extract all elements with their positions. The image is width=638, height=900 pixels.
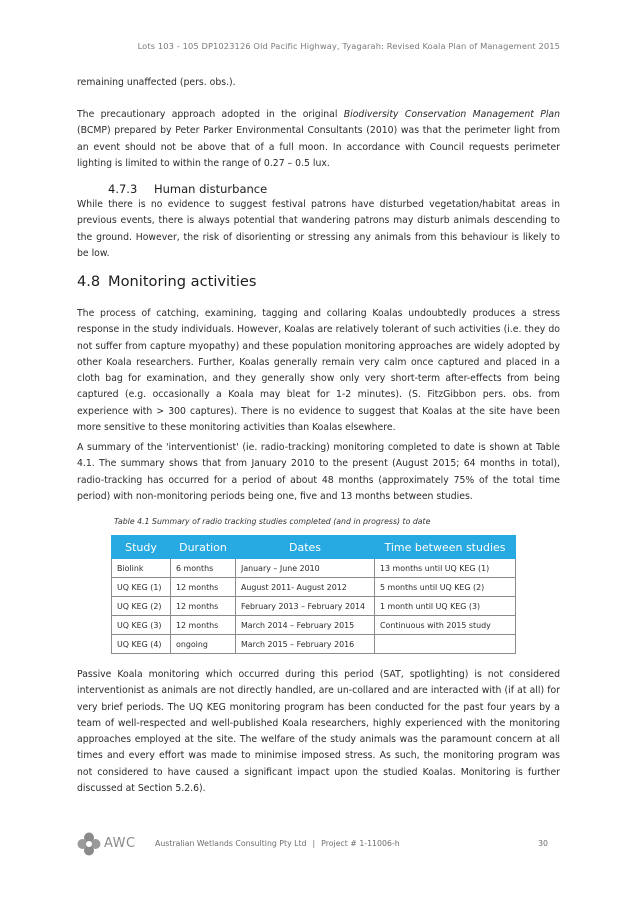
table-row — [112, 578, 516, 597]
heading-monitoring-activities — [77, 273, 256, 290]
table-cell: August 2011- August 2012 — [236, 578, 375, 597]
paragraph-passive-monitoring: Passive Koala monitoring which occurred during this period (SAT, spotlighting) is not considered interventionist as animals are not directly handled, are un-collared and are interacted with (if at all) for very brief periods. The UQ KEG monitoring program has been conducted for the past four years by a team of well-respected and well-published Koala researchers, highly experienced with the monitoring approaches employed at the site. The welfare of the study animals was the paramount concern at all times and every effort was made to minimise imposed stress. As such, the monitoring program was not considered to have caused a significant impact upon the studied Koalas. Monitoring is further discussed at Section 5.2.6). — [77, 669, 560, 795]
table-cell: March 2015 – February 2016 — [236, 635, 375, 654]
table-caption: Table 4.1 Summary of radio tracking studies completed (and in progress) to date — [114, 517, 431, 526]
heading-human-disturbance — [108, 182, 267, 196]
italic-plan-title: Biodiversity Conservation Management Plan — [343, 109, 560, 120]
table-cell: March 2014 – February 2015 — [236, 616, 375, 635]
table-cell: 12 months — [171, 578, 236, 597]
paragraph-text: The precautionary approach adopted in the original — [77, 109, 344, 120]
table-cell: 6 months — [171, 559, 236, 578]
table-cell: Continuous with 2015 study — [375, 616, 516, 635]
paragraph-precautionary-approach — [77, 107, 560, 172]
table-cell: 5 months until UQ KEG (2) — [375, 578, 516, 597]
heading-number: 4.8 — [77, 273, 101, 290]
awc-logo-text: AWC — [104, 836, 136, 851]
table-cell: 12 months — [171, 597, 236, 616]
column-header-dates: Dates — [236, 536, 375, 559]
awc-logo — [76, 831, 148, 857]
table-cell: UQ KEG (1) — [112, 578, 171, 597]
radio-tracking-table — [111, 535, 516, 654]
heading-number: 4.7.3 — [108, 182, 138, 196]
footer-separator: | — [312, 839, 316, 848]
footer-company-project — [155, 839, 400, 848]
table-cell: ongoing — [171, 635, 236, 654]
heading-title: Human disturbance — [154, 182, 268, 196]
table-cell: 12 months — [171, 616, 236, 635]
table-row — [112, 616, 516, 635]
table-cell: UQ KEG (4) — [112, 635, 171, 654]
table-cell — [375, 635, 516, 654]
table-cell: Biolink — [112, 559, 171, 578]
table-row — [112, 635, 516, 654]
table-cell: UQ KEG (3) — [112, 616, 171, 635]
table-cell: 1 month until UQ KEG (3) — [375, 597, 516, 616]
paragraph-text: (BCMP) prepared by Peter Parker Environmental Consultants (2010) was that the perimeter light from an event should not be above that of a full moon. In accordance with Council requests perimeter lighting is limited to within the range of 0.27 – 0.5 lux. — [77, 125, 560, 169]
column-header-duration: Duration — [171, 536, 236, 559]
table-row — [112, 559, 516, 578]
table-row — [112, 597, 516, 616]
footer-company: Australian Wetlands Consulting Pty Ltd — [155, 839, 307, 848]
table-cell: 13 months until UQ KEG (1) — [375, 559, 516, 578]
table-cell: January – June 2010 — [236, 559, 375, 578]
heading-title: Monitoring activities — [108, 273, 257, 290]
paragraph-summary: A summary of the 'interventionist' (ie. radio-tracking) monitoring completed to date is shown at Table 4.1. The summary shows that from January 2010 to the present (August 2015; 64 months in total), radio-tracking has occurred for a period of about 48 months (approximately 75% of the total time period) with non-monitoring periods being one, five and 13 months between studies. — [77, 442, 560, 502]
paragraph-remaining-unaffected: remaining unaffected (pers. obs.). — [77, 77, 236, 88]
column-header-time-between: Time between studies — [375, 536, 516, 559]
paragraph-capture-process: The process of catching, examining, tagging and collaring Koalas undoubtedly produces a stress response in the study individuals. However, Koalas are relatively tolerant of such activities (i.e. they do not suffer from capture myopathy) and these population monitoring approaches are widely adopted by other Koala researchers. Further, Koalas generally remain very calm once captured and placed in a cloth bag for examination, and they generally show only very short-term after-effects from being captured (e.g. occasionally a Koala may bleat for 1-2 minutes). (S. FitzGibbon pers. obs. from experience with > 300 captures). There is no evidence to suggest that Koalas at the site have been more sensitive to these monitoring activities than Koalas elsewhere. — [77, 308, 560, 434]
table-header-row — [112, 536, 516, 559]
column-header-study: Study — [112, 536, 171, 559]
table-cell: UQ KEG (2) — [112, 597, 171, 616]
paragraph-human-disturbance: While there is no evidence to suggest festival patrons have disturbed vegetation/habitat areas in previous events, there is always potential that wandering patrons may disturb animals descending to the ground. However, the risk of disorienting or stressing any animals from this behaviour is likely to be low. — [77, 199, 560, 259]
awc-logo-icon — [76, 831, 102, 857]
page-number: 30 — [538, 839, 548, 848]
running-header: Lots 103 - 105 DP1023126 Old Pacific Highway, Tyagarah: Revised Koala Plan of Management 2015 — [137, 41, 560, 51]
footer-project: Project # 1-11006-h — [321, 839, 400, 848]
table-cell: February 2013 – February 2014 — [236, 597, 375, 616]
